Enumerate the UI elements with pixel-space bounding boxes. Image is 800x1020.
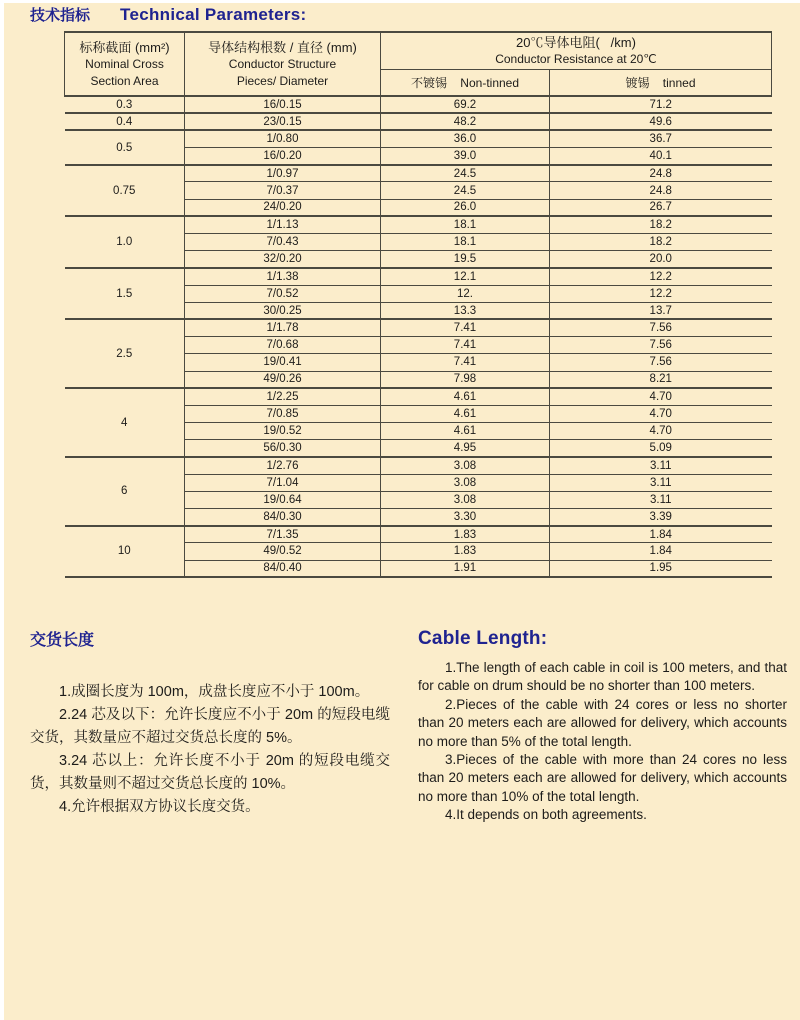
header-nominal-zh: 标称截面 (mm²) (79, 40, 170, 55)
resistance-non-tinned-cell: 3.08 (381, 474, 550, 491)
table-header (65, 32, 772, 96)
structure-cell: 7/0.85 (185, 405, 381, 422)
table-row (65, 526, 772, 543)
size-cell: 0.3 (65, 96, 185, 113)
resistance-non-tinned-cell: 13.3 (381, 302, 550, 319)
page-title (30, 4, 306, 25)
structure-cell: 7/1.04 (185, 474, 381, 491)
resistance-tinned-cell: 8.21 (550, 371, 772, 388)
resistance-non-tinned-cell: 24.5 (381, 165, 550, 182)
structure-cell: 7/0.43 (185, 234, 381, 251)
resistance-non-tinned-cell: 7.41 (381, 319, 550, 336)
structure-cell: 84/0.30 (185, 509, 381, 526)
paper-background (4, 3, 800, 1020)
resistance-tinned-cell: 20.0 (550, 251, 772, 268)
structure-cell: 1/0.97 (185, 165, 381, 182)
resistance-tinned-cell: 12.2 (550, 285, 772, 302)
table-row (65, 113, 772, 130)
resistance-tinned-cell: 40.1 (550, 148, 772, 165)
structure-cell: 1/1.38 (185, 268, 381, 285)
header-tinned: 镀锡 tinned (550, 69, 772, 96)
structure-cell: 7/1.35 (185, 526, 381, 543)
resistance-non-tinned-cell: 18.1 (381, 216, 550, 233)
cable-length-section-en (418, 628, 787, 825)
cable-length-item-3: 3.Pieces of the cable with more than 24 cores no less than 20 meters each are allowed for delivery, which accounts no more than 10% of the total length. (418, 752, 787, 804)
resistance-non-tinned-cell: 3.08 (381, 457, 550, 474)
resistance-non-tinned-cell: 18.1 (381, 234, 550, 251)
structure-cell: 30/0.25 (185, 302, 381, 319)
structure-cell: 16/0.15 (185, 96, 381, 113)
delivery-heading-zh: 交货长度 (30, 632, 95, 649)
resistance-tinned-cell: 3.11 (550, 457, 772, 474)
structure-cell: 24/0.20 (185, 199, 381, 216)
resistance-tinned-cell: 3.11 (550, 474, 772, 491)
resistance-tinned-cell: 3.11 (550, 491, 772, 508)
resistance-non-tinned-cell: 39.0 (381, 148, 550, 165)
resistance-non-tinned-cell: 3.30 (381, 509, 550, 526)
delivery-zh-item-1: 1.成圈长度为 100m，成盘长度应不小于 100m。 (59, 684, 370, 700)
resistance-non-tinned-cell: 4.61 (381, 388, 550, 405)
cable-length-item-4: 4.It depends on both agreements. (445, 807, 647, 823)
resistance-non-tinned-cell: 1.83 (381, 526, 550, 543)
cable-length-paragraphs (418, 659, 787, 825)
technical-parameters-table (64, 31, 772, 578)
structure-cell: 23/0.15 (185, 113, 381, 130)
resistance-tinned-cell: 13.7 (550, 302, 772, 319)
delivery-zh-item-4: 4.允许根据双方协议长度交货。 (59, 799, 260, 815)
table-row (65, 388, 772, 405)
resistance-non-tinned-cell: 36.0 (381, 130, 550, 147)
table-row (65, 457, 772, 474)
header-non-tinned: 不镀锡 Non-tinned (381, 69, 550, 96)
resistance-non-tinned-cell: 12. (381, 285, 550, 302)
page-title-en: Technical Parameters: (120, 5, 307, 24)
resistance-non-tinned-cell: 12.1 (381, 268, 550, 285)
resistance-non-tinned-cell: 4.61 (381, 423, 550, 440)
resistance-tinned-cell: 26.7 (550, 199, 772, 216)
resistance-tinned-cell: 24.8 (550, 165, 772, 182)
cable-length-item-1: 1.The length of each cable in coil is 100 meters, and that for cable on drum should be no shorter than 100 meters. (418, 660, 787, 694)
size-cell: 1.0 (65, 216, 185, 268)
resistance-non-tinned-cell: 1.91 (381, 560, 550, 577)
resistance-non-tinned-cell: 4.95 (381, 440, 550, 457)
header-nominal-en1: Nominal Cross (85, 57, 164, 71)
page-title-zh: 技术指标 (30, 7, 91, 24)
resistance-tinned-cell: 12.2 (550, 268, 772, 285)
table-row (65, 96, 772, 113)
header-structure-en1: Conductor Structure (228, 57, 337, 71)
structure-cell: 1/0.80 (185, 130, 381, 147)
structure-cell: 32/0.20 (185, 251, 381, 268)
structure-cell: 16/0.20 (185, 148, 381, 165)
header-nominal-cross-section (65, 32, 185, 96)
resistance-tinned-cell: 18.2 (550, 234, 772, 251)
structure-cell: 1/1.78 (185, 319, 381, 336)
delivery-zh-item-2: 2.24 芯及以下：允许长度应不小于 20m 的短段电缆交货，其数量应不超过交货总长度的 5%。 (30, 707, 390, 746)
structure-cell: 1/1.13 (185, 216, 381, 233)
resistance-tinned-cell: 5.09 (550, 440, 772, 457)
resistance-tinned-cell: 4.70 (550, 388, 772, 405)
structure-cell: 19/0.52 (185, 423, 381, 440)
size-cell: 1.5 (65, 268, 185, 320)
resistance-non-tinned-cell: 7.41 (381, 337, 550, 354)
structure-cell: 19/0.41 (185, 354, 381, 371)
resistance-tinned-cell: 7.56 (550, 354, 772, 371)
structure-cell: 49/0.52 (185, 543, 381, 560)
structure-cell: 7/0.68 (185, 337, 381, 354)
header-conductor-structure (185, 32, 381, 96)
structure-cell: 1/2.25 (185, 388, 381, 405)
resistance-tinned-cell: 1.95 (550, 560, 772, 577)
resistance-non-tinned-cell: 7.41 (381, 354, 550, 371)
cable-length-item-2: 2.Pieces of the cable with 24 cores or less no shorter than 20 meters each are allowed for delivery, which accounts no more than 5% of the total length. (418, 696, 787, 749)
resistance-tinned-cell: 3.39 (550, 509, 772, 526)
resistance-tinned-cell: 49.6 (550, 113, 772, 130)
structure-cell: 56/0.30 (185, 440, 381, 457)
size-cell: 0.75 (65, 165, 185, 217)
resistance-tinned-cell: 18.2 (550, 216, 772, 233)
size-cell: 0.4 (65, 113, 185, 130)
resistance-non-tinned-cell: 19.5 (381, 251, 550, 268)
table-body (65, 96, 772, 577)
resistance-tinned-cell: 71.2 (550, 96, 772, 113)
resistance-non-tinned-cell: 24.5 (381, 182, 550, 199)
resistance-tinned-cell: 7.56 (550, 319, 772, 336)
delivery-paragraphs-zh (30, 681, 390, 819)
size-cell: 6 (65, 457, 185, 526)
table-row (65, 268, 772, 285)
size-cell: 0.5 (65, 130, 185, 164)
structure-cell: 7/0.52 (185, 285, 381, 302)
size-cell: 2.5 (65, 319, 185, 388)
resistance-tinned-cell: 7.56 (550, 337, 772, 354)
header-structure-zh: 导体结构根数 / 直径 (mm) (208, 40, 357, 55)
resistance-non-tinned-cell: 48.2 (381, 113, 550, 130)
header-conductor-resistance (381, 32, 772, 69)
resistance-non-tinned-cell: 3.08 (381, 491, 550, 508)
delivery-zh-item-3: 3.24 芯以上：允许长度不小于 20m 的短段电缆交货，其数量则不超过交货总长度的 10%。 (30, 753, 390, 792)
resistance-tinned-cell: 1.84 (550, 526, 772, 543)
header-resistance-zh: 20℃导体电阻( /km) (516, 35, 636, 50)
table-row (65, 216, 772, 233)
structure-cell: 19/0.64 (185, 491, 381, 508)
resistance-tinned-cell: 36.7 (550, 130, 772, 147)
structure-cell: 1/2.76 (185, 457, 381, 474)
resistance-non-tinned-cell: 4.61 (381, 405, 550, 422)
size-cell: 10 (65, 526, 185, 578)
resistance-tinned-cell: 1.84 (550, 543, 772, 560)
resistance-tinned-cell: 24.8 (550, 182, 772, 199)
structure-cell: 7/0.37 (185, 182, 381, 199)
table-row (65, 130, 772, 147)
header-resistance-en: Conductor Resistance at 20℃ (495, 52, 657, 66)
resistance-non-tinned-cell: 7.98 (381, 371, 550, 388)
structure-cell: 84/0.40 (185, 560, 381, 577)
resistance-tinned-cell: 4.70 (550, 423, 772, 440)
size-cell: 4 (65, 388, 185, 457)
resistance-non-tinned-cell: 26.0 (381, 199, 550, 216)
resistance-non-tinned-cell: 1.83 (381, 543, 550, 560)
table-row (65, 319, 772, 336)
header-structure-en2: Pieces/ Diameter (236, 73, 329, 88)
resistance-non-tinned-cell: 69.2 (381, 96, 550, 113)
cable-length-heading: Cable Length: (418, 628, 548, 649)
delivery-length-section-zh (30, 627, 390, 819)
resistance-tinned-cell: 4.70 (550, 405, 772, 422)
header-nominal-en2: Section Area (90, 73, 159, 88)
structure-cell: 49/0.26 (185, 371, 381, 388)
table-row (65, 165, 772, 182)
